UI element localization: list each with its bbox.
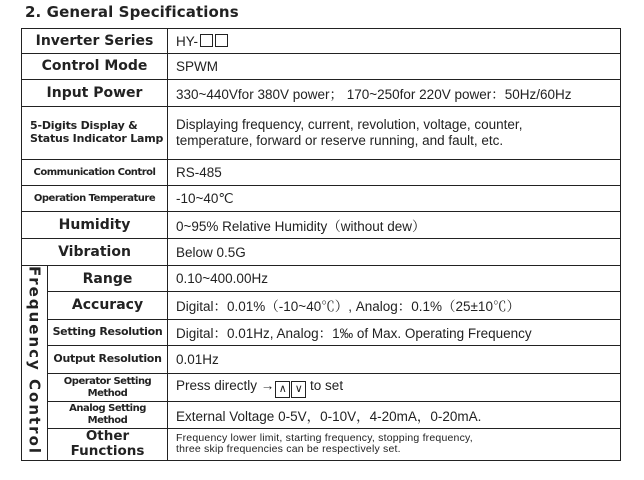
table-row — [22, 266, 621, 292]
table-row — [22, 107, 621, 160]
vibration-value: Below 0.5G — [168, 239, 621, 266]
control-mode-label: Control Mode — [22, 54, 168, 80]
table-row — [22, 319, 621, 345]
analog-setting-value: External Voltage 0-5V，0-10V，4-20mA，0-20mA. — [168, 402, 621, 428]
operation-temp-label: Operation Temperature — [22, 186, 168, 212]
display-value — [168, 107, 621, 160]
table-row — [22, 239, 621, 266]
table-row — [22, 186, 621, 212]
table-row — [22, 212, 621, 239]
inverter-series-label: Inverter Series — [22, 29, 168, 54]
placeholder-box-icon — [200, 34, 213, 47]
table-row — [22, 428, 621, 460]
analog-setting-label: Analog Setting Method — [48, 402, 168, 428]
table-row — [22, 54, 621, 80]
control-mode-value: SPWM — [168, 54, 621, 80]
table-row — [22, 374, 621, 402]
table-row — [22, 80, 621, 107]
operator-setting-value — [168, 374, 621, 402]
table-row — [22, 402, 621, 428]
display-label-line1: 5-Digits Display & — [30, 119, 138, 133]
operation-temp-value: -10~40℃ — [168, 186, 621, 212]
table-row — [22, 292, 621, 319]
humidity-label: Humidity — [22, 212, 168, 239]
section-title: 2. General Specifications — [25, 3, 239, 21]
setting-resolution-label: Setting Resolution — [48, 319, 168, 345]
other-functions-label: Other Functions — [48, 428, 168, 460]
output-resolution-value: 0.01Hz — [168, 345, 621, 373]
humidity-value: 0~95% Relative Humidity（without dew） — [168, 212, 621, 239]
placeholder-box-icon — [215, 34, 228, 47]
specifications-table — [21, 28, 621, 461]
display-value-line2: temperature, forward or reserve running, and fault, etc. — [176, 133, 504, 148]
display-label — [22, 107, 168, 160]
table-row — [22, 345, 621, 373]
inverter-series-value — [168, 29, 621, 54]
other-functions-line1: Frequency lower limit, starting frequency, stopping frequency, — [176, 431, 473, 444]
input-power-label: Input Power — [22, 80, 168, 107]
display-value-line1: Displaying frequency, current, revolution, voltage, counter, — [176, 116, 523, 132]
inverter-series-text: HY- — [176, 33, 199, 49]
vibration-label: Vibration — [22, 239, 168, 266]
communication-label: Communication Control — [22, 160, 168, 186]
operator-setting-label: Operator Setting Method — [48, 374, 168, 402]
operator-setting-prefix: Press directly → — [176, 377, 275, 393]
other-functions-line2: three skip frequencies can be respectively set. — [176, 443, 401, 456]
down-key-icon: ∨ — [291, 381, 306, 398]
accuracy-label: Accuracy — [48, 292, 168, 319]
table-row — [22, 160, 621, 186]
input-power-value: 330~440Vfor 380V power； 170~250for 220V power：50Hz/60Hz — [168, 80, 621, 107]
accuracy-value: Digital：0.01%（-10~40℃）, Analog：0.1%（25±10℃） — [168, 292, 621, 319]
frequency-control-group — [22, 266, 48, 461]
setting-resolution-value: Digital：0.01Hz, Analog：1‰ of Max. Operating Frequency — [168, 319, 621, 345]
range-value: 0.10~400.00Hz — [168, 266, 621, 292]
up-key-icon: ∧ — [275, 381, 290, 398]
output-resolution-label: Output Resolution — [48, 345, 168, 373]
communication-value: RS-485 — [168, 160, 621, 186]
table-row — [22, 29, 621, 54]
other-functions-value — [168, 428, 621, 460]
frequency-control-label: Frequency Control — [25, 266, 44, 456]
display-label-line2: Status Indicator Lamp — [30, 132, 164, 145]
operator-setting-suffix: to set — [310, 377, 344, 393]
range-label: Range — [48, 266, 168, 292]
